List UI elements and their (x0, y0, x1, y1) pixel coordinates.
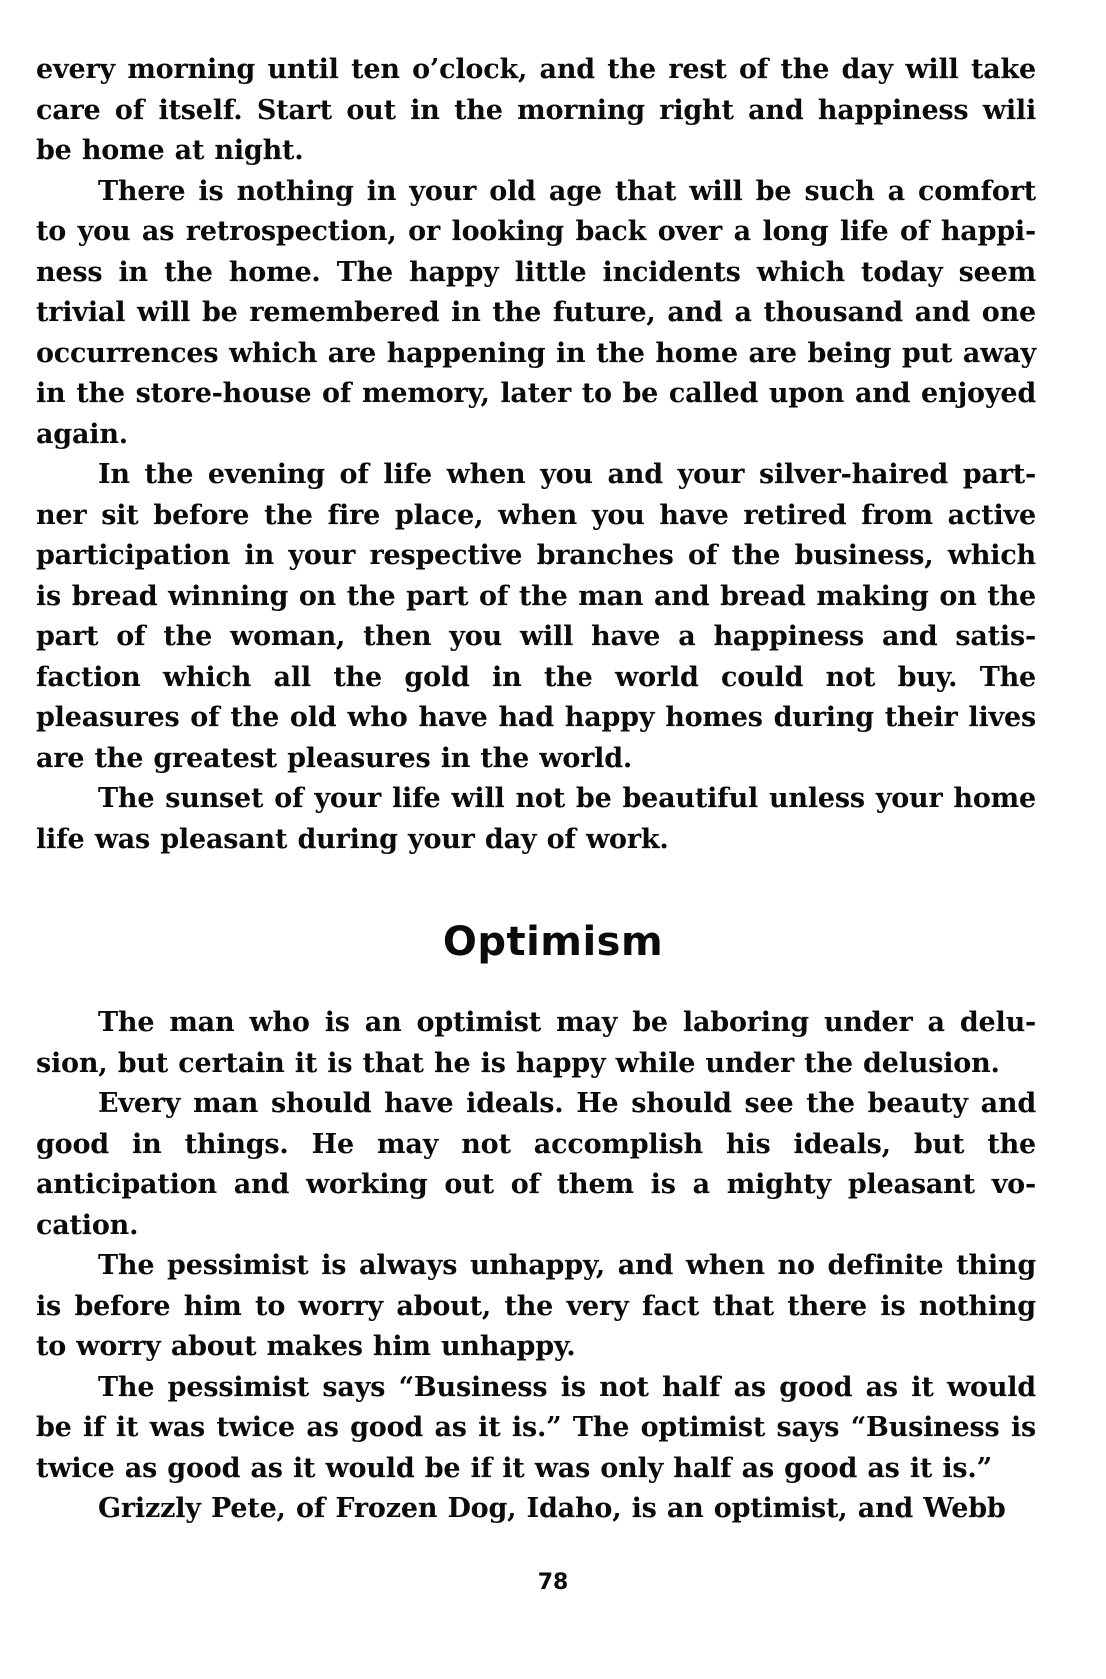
paragraph: The man who is an optimist may be laboring under a delu- sion, but certain it is that he is happy while under the delusion. (36, 1007, 1036, 1079)
paragraph: Grizzly Pete, of Frozen Dog, Idaho, is an optimist, and Webb (98, 1493, 1006, 1524)
paragraph: The pessimist is always unhappy, and when no definite thing is before him to worry about, the very fact that there is nothing to worry about makes him unhappy. (36, 1250, 1036, 1362)
page-number: 78 (537, 1570, 569, 1595)
paragraph: every morning until ten o’clock, and the rest of the day will take care of itself. Start out in the morning right and happiness wili be home at night. (36, 54, 1036, 166)
section-heading-optimism: Optimism (442, 919, 664, 965)
paragraph: There is nothing in your old age that will be such a comfort to you as retrospection, or looking back over a long life of happi- ness in the home. The happy little incidents which today seem trivial will be remembered in the future, and a thousand and one occurrences which are happening in the home are being put away in the store-house of memory, later to be called upon and enjoyed again. (36, 175, 1036, 450)
paragraph: The sunset of your life will not be beautiful unless your home life was pleasant during your day of work. (36, 783, 1036, 855)
paragraph: The pessimist says “Business is not half as good as it would be if it was twice as good as it is.” The optimist says “Business is twice as good as it would be if it was only half as good as it is.” (36, 1371, 1036, 1484)
paragraph: Every man should have ideals. He should see the beauty and good in things. He may not accomplish his ideals, but the anticipation and working out of them is a mighty pleasant vo- cation. (36, 1088, 1036, 1241)
paragraph: In the evening of life when you and your silver-haired part- ner sit before the fire place, when you have retired from active participation in your respective branches of the business, which is bread winning on the part of the man and bread making on the part of the woman, then you will have a happiness and satis- faction which all the gold in the world could not buy. The pleasures of the old who have had happy homes during their lives are the greatest pleasures in the world. (36, 459, 1036, 774)
optimism-section-body (36, 1003, 1036, 1530)
home-life-continuation (36, 50, 1036, 860)
